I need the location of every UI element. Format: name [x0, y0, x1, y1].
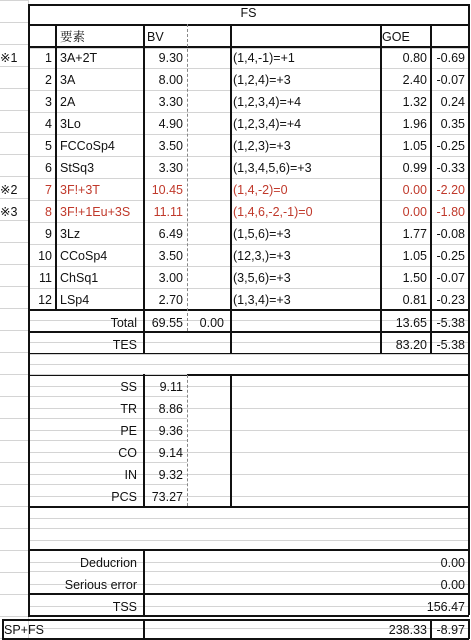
row-gridline [0, 220, 28, 221]
row-gridline [0, 330, 28, 331]
goe-delta: 0.35 [440, 117, 465, 131]
pcs-value: 9.32 [158, 468, 183, 482]
row-gridline [0, 0, 28, 1]
base-value: 11.11 [153, 205, 183, 219]
base-value: 3.30 [158, 161, 183, 175]
judges-goe: (1,4,-1)=+1 [233, 51, 295, 65]
row-number: 2 [45, 73, 52, 87]
pcs-row-line [28, 374, 187, 375]
row-line [28, 134, 469, 135]
row-gridline [0, 572, 28, 573]
element-name: 3A+2T [60, 51, 98, 65]
deduction-line [28, 571, 469, 572]
goe-value: 0.81 [402, 293, 427, 307]
row-line [28, 48, 469, 49]
pcs-dashed [187, 375, 188, 506]
pcs-col-bv [143, 374, 145, 506]
row-gridline [0, 264, 28, 265]
tss-value: 156.47 [426, 600, 465, 614]
element-name: 3Lz [60, 227, 81, 241]
goe-value: 0.00 [402, 183, 427, 197]
goe-delta: -0.23 [436, 293, 465, 307]
row-gridline [0, 550, 28, 551]
row-gridline [28, 540, 469, 541]
row-line [28, 90, 469, 91]
gap-line [28, 528, 469, 529]
total-delta: -5.38 [436, 316, 465, 330]
row-number: 11 [39, 271, 52, 285]
row-number: 8 [45, 205, 52, 219]
row-gridline [0, 594, 28, 595]
judges-goe: (1,3,4,5,6)=+3 [233, 161, 312, 175]
judges-goe: (3,5,6)=+3 [233, 271, 291, 285]
row-line [28, 288, 469, 289]
row-line [28, 244, 469, 245]
header-element: 要素 [60, 30, 86, 44]
row-gridline [0, 242, 28, 243]
element-name: 3F!+1Eu+3S [60, 205, 131, 219]
goe-value: 1.50 [402, 271, 427, 285]
row-gridline [0, 616, 28, 617]
border-right [468, 4, 470, 615]
spfs-top [2, 619, 469, 621]
goe-value: 1.32 [402, 95, 427, 109]
header-bv: BV [147, 30, 164, 44]
goe-delta: -1.80 [436, 205, 465, 219]
col-judges [230, 24, 232, 353]
row-mark: ※3 [0, 205, 18, 219]
base-value: 9.30 [158, 51, 183, 65]
row-gridline [0, 440, 28, 441]
row-line [28, 156, 469, 157]
spfs-left [2, 619, 4, 639]
judges-goe: (1,2,3,4)=+4 [233, 95, 302, 109]
base-value: 2.70 [158, 293, 183, 307]
element-name: 2A [60, 95, 76, 109]
total-bottom [28, 331, 469, 333]
row-number: 3 [45, 95, 52, 109]
sheet-title: FS [240, 6, 257, 20]
pcs-row-line [28, 418, 187, 419]
pcs-bottom [28, 506, 469, 508]
judges-goe: (1,4,-2)=0 [233, 183, 288, 197]
judges-goe: (1,5,6)=+3 [233, 227, 291, 241]
base-value: 3.00 [158, 271, 183, 285]
row-gridline [0, 506, 28, 507]
pcs-row-line [28, 440, 187, 441]
goe-delta: -0.07 [436, 73, 465, 87]
serious-value: 0.00 [440, 578, 465, 592]
goe-delta: -2.20 [436, 183, 465, 197]
row-mark: ※1 [0, 51, 18, 65]
pcs-label: PE [120, 424, 137, 438]
row-number: 7 [45, 183, 52, 197]
goe-delta: -0.25 [436, 139, 465, 153]
element-name: 3Lo [60, 117, 81, 131]
row-gridline [0, 198, 28, 199]
base-value: 4.90 [158, 117, 183, 131]
row-gridline [28, 518, 469, 519]
row-line [28, 68, 469, 69]
judges-goe: (1,2,3,4)=+4 [233, 117, 302, 131]
pcs-label: IN [124, 468, 137, 482]
deduction-label: Deducrion [80, 556, 137, 570]
row-gridline [0, 22, 28, 23]
row-number: 10 [38, 249, 52, 263]
row-number: 5 [45, 139, 52, 153]
pcs-value: 73.27 [151, 490, 183, 504]
goe-value: 1.96 [402, 117, 427, 131]
col-bv [143, 24, 145, 353]
goe-value: 1.05 [402, 249, 427, 263]
row-number: 6 [45, 161, 52, 175]
deduction-top [28, 549, 469, 551]
base-value: 3.30 [158, 95, 183, 109]
row-gridline [0, 352, 28, 353]
row-gridline [0, 484, 28, 485]
row-line [28, 112, 469, 113]
border-left [28, 4, 30, 615]
base-value: 10.45 [151, 183, 183, 197]
pcs-label: SS [120, 380, 137, 394]
goe-delta: -0.33 [436, 161, 465, 175]
pcs-row-line [28, 396, 187, 397]
pcs-value: 8.86 [158, 402, 183, 416]
goe-value: 1.77 [402, 227, 427, 241]
total-goe: 13.65 [395, 316, 427, 330]
pcs-row-line [28, 462, 187, 463]
spfs-div1 [143, 619, 145, 639]
row-gridline [0, 418, 28, 419]
element-name: 3F!+3T [60, 183, 100, 197]
tes-label: TES [112, 338, 137, 352]
goe-delta: -0.25 [436, 249, 465, 263]
row-gridline [0, 462, 28, 463]
base-value: 3.50 [158, 249, 183, 263]
tes-bottom-gap [28, 354, 469, 355]
element-name: ChSq1 [60, 271, 99, 285]
border-title-bottom [28, 24, 469, 26]
pcs-value: 9.36 [158, 424, 183, 438]
element-name: FCCoSp4 [60, 139, 115, 153]
serious-label: Serious error [64, 578, 137, 592]
pcs-value: 9.11 [159, 380, 183, 394]
header-bottom [28, 46, 469, 48]
goe-value: 2.40 [402, 73, 427, 87]
pcs-label: CO [118, 446, 137, 460]
goe-value: 1.05 [402, 139, 427, 153]
pcs-col-right [230, 374, 232, 506]
judges-goe: (1,4,6,-2,-1)=0 [233, 205, 313, 219]
goe-value: 0.80 [402, 51, 427, 65]
pcs-row-line [28, 484, 187, 485]
judges-goe: (1,3,4)=+3 [233, 293, 291, 307]
row-gridline [0, 88, 28, 89]
row-gridline [0, 396, 28, 397]
row-gridline [0, 528, 28, 529]
header-goe: GOE [382, 30, 410, 44]
base-value: 6.49 [158, 227, 183, 241]
spfs-right [468, 619, 470, 639]
goe-delta: 0.24 [440, 95, 465, 109]
judges-goe: (1,2,3)=+3 [233, 139, 291, 153]
row-gridline [0, 154, 28, 155]
spfs-div2 [430, 619, 432, 639]
row-gridline [0, 66, 28, 67]
tss-top [28, 593, 469, 595]
total-label: Total [110, 316, 137, 330]
row-number: 12 [38, 293, 52, 307]
pcs-label: PCS [111, 490, 137, 504]
judges-goe: (1,2,4)=+3 [233, 73, 291, 87]
total-bv: 69.55 [151, 316, 183, 330]
spfs-delta: -8.97 [436, 623, 465, 637]
row-number: 9 [45, 227, 52, 241]
row-line [28, 178, 469, 179]
row-gridline [0, 110, 28, 111]
row-gridline [0, 176, 28, 177]
row-gridline [0, 308, 28, 309]
tes-delta: -5.38 [436, 338, 465, 352]
goe-delta: -0.08 [436, 227, 465, 241]
base-value: 3.50 [158, 139, 183, 153]
deduction-value: 0.00 [440, 556, 465, 570]
tss-label: TSS [112, 600, 137, 614]
row-gridline [0, 374, 28, 375]
total-bv2: 0.00 [199, 316, 224, 330]
tes-value: 83.20 [395, 338, 427, 352]
col-no [55, 24, 57, 309]
goe-delta: -0.07 [436, 271, 465, 285]
row-line [28, 266, 469, 267]
spfs-label: SP+FS [4, 623, 44, 637]
col-goe [380, 24, 382, 353]
col-delta [430, 24, 432, 353]
judges-goe: (12,3,)=+3 [233, 249, 291, 263]
element-name: 3A [60, 73, 76, 87]
row-gridline [28, 364, 469, 365]
row-number: 4 [45, 117, 52, 131]
row-gridline [0, 286, 28, 287]
row-gridline [0, 132, 28, 133]
row-line [28, 222, 469, 223]
element-name: CCoSp4 [60, 249, 108, 263]
row-line [28, 200, 469, 201]
ded-col [143, 549, 145, 615]
goe-delta: -0.69 [436, 51, 465, 65]
pcs-label: TR [120, 402, 137, 416]
goe-value: 0.00 [402, 205, 427, 219]
pcs-value: 9.14 [158, 446, 183, 460]
row-mark: ※2 [0, 183, 18, 197]
tss-bottom [28, 615, 469, 617]
element-name: StSq3 [60, 161, 95, 175]
element-name: LSp4 [60, 293, 90, 307]
spfs-value: 238.33 [388, 623, 427, 637]
row-number: 1 [45, 51, 52, 65]
goe-value: 0.99 [402, 161, 427, 175]
base-value: 8.00 [158, 73, 183, 87]
row-gridline [0, 44, 28, 45]
total-top [28, 309, 469, 311]
col-bv-dashed [187, 24, 188, 331]
